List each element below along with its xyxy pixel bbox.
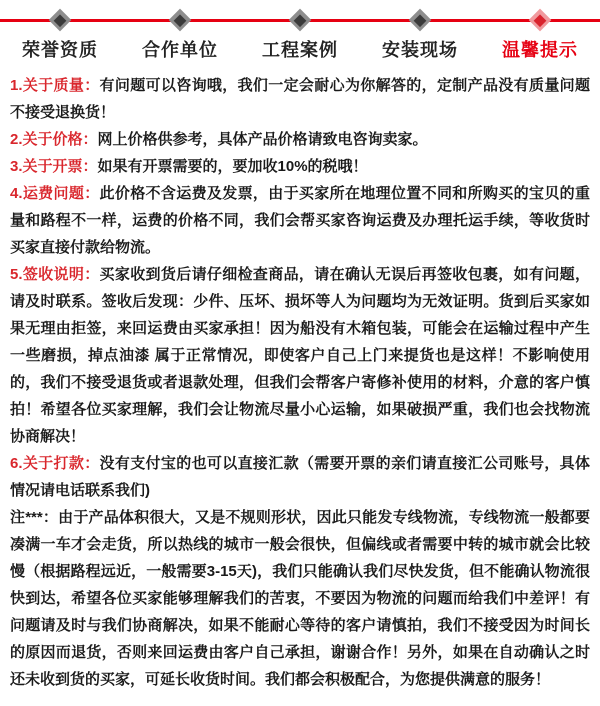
notice-list — [0, 62, 600, 693]
notice-text: 网上价格供参考，具体产品价格请致电咨询卖家。 — [97, 131, 428, 148]
notice-text: 由于产品体积很大，又是不规则形状，因此只能发专线物流，专线物流一般都要凑满一车才会走货，所以热线的城市一般会很快，但偏线或者需要中转的城市就会比较慢（根据路程远近，一般需要3-15天)，我们只能确认我们尽快发货，但不能确认物流很快到达，希望各位买家能够理解我们的苦衷，不要因为物流的问题而给我们中差评！有问题请及时与我们协商解决，如果不能耐心等待的客户请慎拍，我们不接受因为时间长的原因而退货，否则来回运费由客户自己承担，谢谢合作！另外，如果在自动确认之时还未收到货的买家，可延长收货时间。我们都会积极配合，为您提供满意的服务！ — [10, 509, 590, 688]
diamond-icon-inner — [294, 14, 307, 27]
notice-paragraph — [10, 504, 590, 693]
nav-item-label: 安装现场 — [382, 40, 458, 60]
notice-label: 5.签收说明： — [10, 266, 100, 283]
notice-label: 注***： — [10, 509, 59, 526]
diamond-icon-inner — [174, 14, 187, 27]
notice-paragraph — [10, 126, 590, 153]
nav-items — [0, 0, 600, 62]
diamond-icon — [49, 9, 72, 32]
diamond-icon — [289, 9, 312, 32]
nav-item-3[interactable] — [240, 0, 360, 62]
nav-item-label: 荣誉资质 — [22, 40, 98, 60]
diamond-icon — [409, 9, 432, 32]
notice-text: 没有支付宝的也可以直接汇款（需要开票的亲们请直接汇公司账号，具体情况请电话联系我们) — [10, 455, 590, 499]
notice-paragraph — [10, 261, 590, 450]
notice-text: 买家收到货后请仔细检查商品，请在确认无误后再签收包裹，如有问题，请及时联系。签收后发现：少件、压坏、损坏等人为问题均为无效证明。货到后买家如果无理由拒签，来回运费由买家承担！因为船没有木箱包装，可能会在运输过程中产生一些磨损，掉点油漆 属于正常情况，即使客户自己上门来提货也是这样！不影响使用的，我们不接受退货或者退款处理，但我们会帮客户寄修补使用的材料，介意的客户慎拍！希望各位买家理解，我们会让物流尽量小心运输，如果破损严重，我们也会找物流协商解决！ — [10, 266, 590, 445]
notice-label: 2.关于价格： — [10, 131, 98, 148]
notice-label: 6.关于打款： — [10, 455, 100, 472]
nav-item-4[interactable] — [360, 0, 480, 62]
notice-label: 3.关于开票： — [10, 158, 98, 175]
diamond-icon — [169, 9, 192, 32]
diamond-icon-inner — [414, 14, 427, 27]
nav-item-1[interactable] — [0, 0, 120, 62]
notice-text: 有问题可以咨询哦，我们一定会耐心为你解答的，定制产品没有质量问题不接受退换货！ — [10, 77, 590, 121]
nav-item-label: 合作单位 — [142, 40, 218, 60]
notice-text: 如果有开票需要的，要加收10%的税哦！ — [97, 158, 368, 175]
notice-label: 1.关于质量： — [10, 77, 100, 94]
nav-item-label: 工程案例 — [262, 40, 338, 60]
notice-text: 此价格不含运费及发票，由于买家所在地理位置不同和所购买的宝贝的重量和路程不一样，运费的价格不同，我们会帮买家咨询运费及办理托运手续，等收货时买家直接付款给物流。 — [10, 185, 590, 256]
notice-paragraph — [10, 153, 590, 180]
diamond-icon-inner — [54, 14, 67, 27]
diamond-icon-inner — [534, 14, 547, 27]
notice-paragraph — [10, 450, 590, 504]
section-nav — [0, 0, 600, 62]
notice-paragraph — [10, 180, 590, 261]
diamond-icon — [529, 9, 552, 32]
notice-label: 4.运费问题： — [10, 185, 100, 202]
nav-item-label: 温馨提示 — [502, 40, 578, 60]
notice-paragraph — [10, 72, 590, 126]
nav-item-5[interactable] — [480, 0, 600, 62]
nav-item-2[interactable] — [120, 0, 240, 62]
